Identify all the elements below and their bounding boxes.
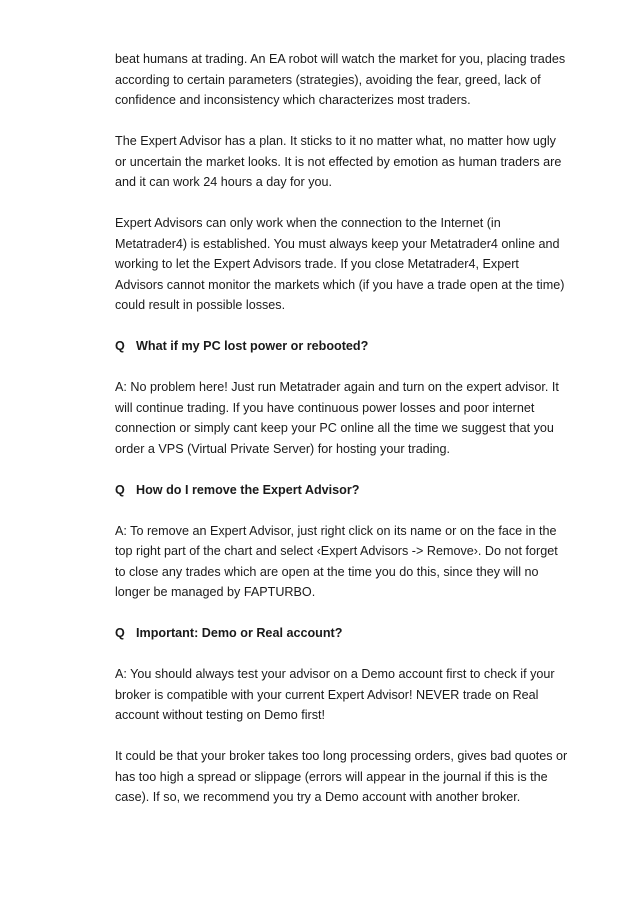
answer-power-loss: A: No problem here! Just run Metatrader again and turn on the expert advisor. It will continue trading. If you have continuous power losses and poor internet connection or simply cant keep your PC online all the time we suggest that you order a VPS (Virtual Private Server) for hosting your trading. — [115, 380, 559, 456]
question-power-loss — [115, 336, 595, 357]
question-demo-real — [115, 623, 595, 644]
question-marker: Q — [115, 482, 125, 497]
paragraph-plan: The Expert Advisor has a plan. It sticks to it no matter what, no matter how ugly or uncertain the market looks. It is not effected by emotion as human traders are and it can work 24 hours a day for you. — [115, 134, 562, 189]
question-text: How do I remove the Expert Advisor? — [136, 482, 360, 497]
question-text: Important: Demo or Real account? — [136, 626, 343, 640]
document-body — [115, 49, 595, 828]
paragraph-ea-robot: beat humans at trading. An EA robot will watch the market for you, placing trades according to certain parameters (strategies), avoiding the fear, greed, lack of confidence and inconsistency which characterizes most traders. — [115, 52, 566, 107]
question-marker: Q — [115, 339, 125, 353]
answer-demo-real: A: You should always test your advisor on a Demo account first to check if your broker is compatible with your current Expert Advisor! NEVER trade on Real account without testing on Demo first! — [115, 667, 555, 722]
question-text: What if my PC lost power or rebooted? — [136, 339, 369, 353]
question-remove-ea — [115, 480, 595, 501]
answer-remove-ea: A: To remove an Expert Advisor, just right click on its name or on the face in the top right part of the chart and select ‹Expert Advisors -> Remove›. Do not forget to close any trades which are open at the time you do this, since they will no longer be managed by FAPTURBO. — [115, 523, 558, 599]
paragraph-connection: Expert Advisors can only work when the connection to the Internet (in Metatrader4) is established. You must always keep your Metatrader4 online and working to let the Expert Advisors trade. If you close Metatrader4, Expert Advisors cannot monitor the markets which (if you have a trade open at the time) could result in possible losses. — [115, 216, 565, 312]
question-marker: Q — [115, 626, 125, 640]
paragraph-broker: It could be that your broker takes too long processing orders, gives bad quotes or has too high a spread or slippage (errors will appear in the journal if this is the case). If so, we recommend you try a Demo account with another broker. — [115, 749, 568, 804]
